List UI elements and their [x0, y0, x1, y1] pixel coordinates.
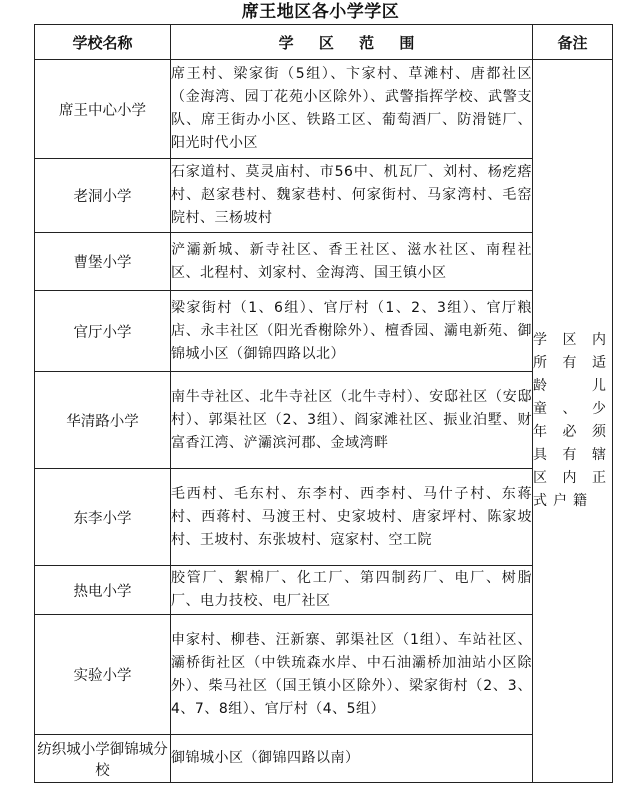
- table-row: [35, 566, 613, 615]
- table-row: [35, 60, 613, 159]
- school-name: 华清路小学: [35, 372, 171, 469]
- table-row: [35, 233, 613, 291]
- table-row: [35, 159, 613, 233]
- district-range: 梁家街村（1、6组）、官厅村（1、2、3组）、官厅粮店、永丰社区（阳光香榭除外）、檀香园、灞电新苑、御锦城小区（御锦四路以北）: [171, 291, 533, 372]
- school-name: 官厅小学: [35, 291, 171, 372]
- school-district-table: [34, 24, 613, 783]
- school-name: 老洞小学: [35, 159, 171, 233]
- school-name: 席王中心小学: [35, 60, 171, 159]
- district-range: 申家村、柳巷、汪新寨、郭渠社区（1组）、车站社区、灞桥街社区（中铁琉森水岸、中石油灞桥加油站小区除外）、柴马社区（国王镇小区除外）、梁家街村（2、3、4、7、8组）、官厅村（4、5组）: [171, 615, 533, 735]
- district-range: 毛西村、毛东村、东李村、西李村、马什子村、东蒋村、西蒋村、马渡王村、史家坡村、唐家坪村、陈家坡村、王坡村、东张坡村、寇家村、空工院: [171, 469, 533, 566]
- district-range: 胶管厂、絮棉厂、化工厂、第四制药厂、电厂、树脂厂、电力技校、电厂社区: [171, 566, 533, 615]
- school-name: 热电小学: [35, 566, 171, 615]
- district-range: 御锦城小区（御锦四路以南）: [171, 735, 533, 783]
- header-note: 备注: [533, 25, 613, 60]
- school-name: 东李小学: [35, 469, 171, 566]
- table-row: [35, 615, 613, 735]
- school-name: 实验小学: [35, 615, 171, 735]
- table-row: [35, 735, 613, 783]
- district-range: 席王村、梁家街（5组）、卞家村、草滩村、唐都社区（金海湾、园丁花苑小区除外）、武警指挥学校、武警支队、席王街办小区、铁路工区、葡萄酒厂、防滑链厂、阳光时代小区: [171, 60, 533, 159]
- school-name: 曹堡小学: [35, 233, 171, 291]
- district-range: 南牛寺社区、北牛寺社区（北牛寺村）、安邸社区（安邸村）、郭渠社区（2、3组）、阎家滩社区、振业泊墅、财富香江湾、浐灞滨河郡、金域湾畔: [171, 372, 533, 469]
- note-cell: [533, 60, 613, 783]
- district-range: 石家道村、莫灵庙村、市56中、机瓦厂、刘村、杨疙瘩村、赵家巷村、魏家巷村、何家街村、马家湾村、毛窑院村、三杨坡村: [171, 159, 533, 233]
- header-district-range: 学 区 范 围: [171, 25, 533, 60]
- district-range: 浐灞新城、新寺社区、香王社区、滋水社区、南程社区、北程村、刘家村、金海湾、国王镇小区: [171, 233, 533, 291]
- header-school-name: 学校名称: [35, 25, 171, 60]
- page-title: 席王地区各小学学区: [241, 2, 400, 22]
- table-row: [35, 291, 613, 372]
- table-row: [35, 469, 613, 566]
- table-header-row: [35, 25, 613, 60]
- note-text: 学区内所有适龄儿童、少年必须具有辖区内正式户籍: [533, 332, 612, 509]
- table-row: [35, 372, 613, 469]
- school-name: 纺织城小学御锦城分校: [35, 735, 171, 783]
